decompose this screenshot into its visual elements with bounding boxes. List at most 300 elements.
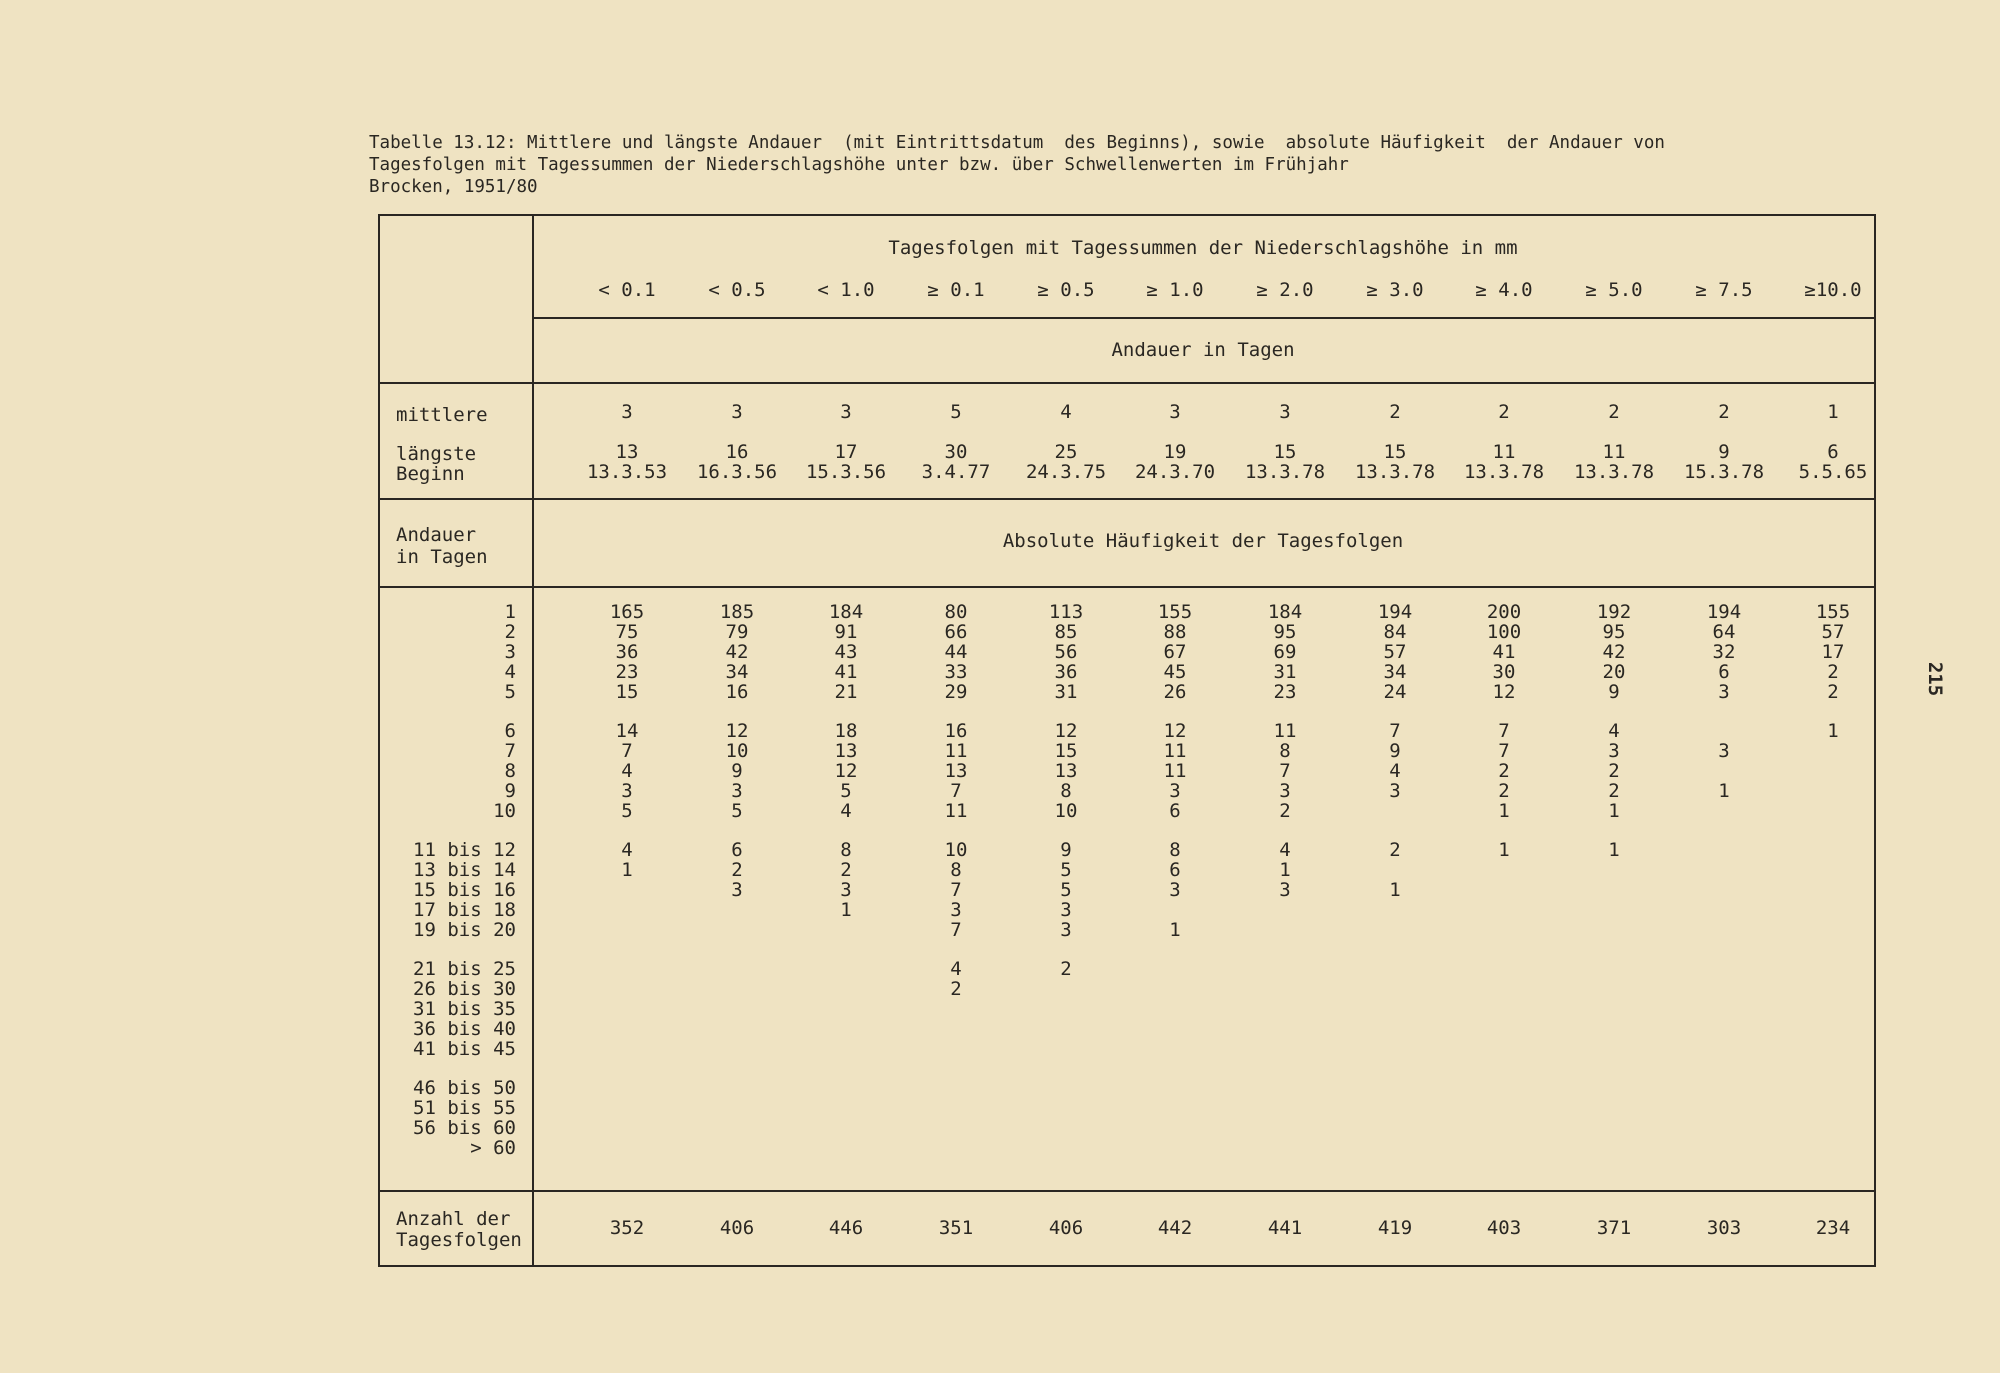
frequency-cell: 14 xyxy=(615,720,639,742)
frequency-cell: 41 xyxy=(834,661,858,683)
mittlere-value: 2 xyxy=(1608,401,1620,423)
row-labels xyxy=(380,602,516,1158)
laengste-value: 15 xyxy=(1383,441,1407,463)
frequency-cell xyxy=(1579,1138,1649,1158)
frequency-cell: 29 xyxy=(944,681,968,703)
frequency-cell: 2 xyxy=(840,859,852,881)
frequency-cell: 3 xyxy=(1718,740,1730,762)
frequency-cell xyxy=(921,1078,991,1098)
frequency-cell: 2 xyxy=(1060,958,1072,980)
rule-under-laengste xyxy=(380,498,1874,500)
frequency-cell: 2 xyxy=(1279,800,1291,822)
frequency-cell: 3 xyxy=(840,879,852,901)
frequency-cell xyxy=(1689,721,1759,741)
frequency-cell: 95 xyxy=(1602,621,1626,643)
frequency-cell: 24 xyxy=(1383,681,1407,703)
frequency-cell xyxy=(921,1019,991,1039)
frequency-cell xyxy=(592,1138,662,1158)
frequency-cell xyxy=(1798,1039,1868,1059)
row-label: 7 xyxy=(504,740,516,762)
frequency-cell: 57 xyxy=(1821,621,1845,643)
frequency-cell xyxy=(1689,801,1759,821)
row-label: 56 bis 60 xyxy=(413,1117,516,1139)
frequency-cell: 1 xyxy=(1279,859,1291,881)
frequency-cell xyxy=(1360,860,1430,880)
frequency-cell: 6 xyxy=(731,839,743,861)
frequency-cell xyxy=(592,1019,662,1039)
frequency-cell: 8 xyxy=(950,859,962,881)
frequency-cell xyxy=(592,979,662,999)
frequency-cell: 7 xyxy=(1389,720,1401,742)
beginn-value: 16.3.56 xyxy=(696,461,778,483)
frequency-cell: 12 xyxy=(725,720,749,742)
frequency-cell xyxy=(702,1118,772,1138)
caption-line-1: Tabelle 13.12: Mittlere und längste Andauer (mit Eintrittsdatum des Beginns), sowie absolute Häufigkeit der Andauer von xyxy=(369,133,1665,153)
stub-anzahl-2: Tagesfolgen xyxy=(396,1229,522,1251)
row-label: 41 bis 45 xyxy=(413,1038,516,1060)
frequency-cell xyxy=(1031,1039,1101,1059)
frequency-cell: 11 xyxy=(944,800,968,822)
frequency-cell xyxy=(1469,1078,1539,1098)
frequency-cell: 7 xyxy=(1498,720,1510,742)
frequency-cell xyxy=(1798,920,1868,940)
frequency-cell: 79 xyxy=(725,621,749,643)
frequency-cell xyxy=(1798,1098,1868,1118)
stub-anzahl-1: Anzahl der xyxy=(396,1208,511,1230)
frequency-cell xyxy=(1689,1098,1759,1118)
mittlere-value: 2 xyxy=(1718,401,1730,423)
frequency-cell: 1 xyxy=(840,899,852,921)
frequency-cell xyxy=(1140,999,1210,1019)
frequency-cell: 57 xyxy=(1383,641,1407,663)
frequency-cell xyxy=(921,1098,991,1118)
frequency-cell: 5 xyxy=(840,780,852,802)
frequency-cell xyxy=(811,979,881,999)
column-header: ≥ 2.0 xyxy=(1256,279,1314,301)
frequency-cell xyxy=(702,1019,772,1039)
anzahl-value: 234 xyxy=(1815,1217,1851,1239)
frequency-column xyxy=(1140,602,1210,1158)
frequency-cell: 2 xyxy=(1498,760,1510,782)
frequency-cell xyxy=(1469,920,1539,940)
frequency-cell xyxy=(1689,979,1759,999)
frequency-cell xyxy=(1250,979,1320,999)
frequency-cell xyxy=(1798,801,1868,821)
frequency-cell xyxy=(1689,880,1759,900)
frequency-cell: 18 xyxy=(834,720,858,742)
frequency-cell xyxy=(1798,761,1868,781)
anzahl-value: 406 xyxy=(1048,1217,1084,1239)
beginn-value: 15.3.78 xyxy=(1683,461,1765,483)
frequency-cell xyxy=(592,1039,662,1059)
row-label: 21 bis 25 xyxy=(413,958,516,980)
rule-above-anzahl xyxy=(380,1190,1874,1192)
frequency-cell: 2 xyxy=(950,978,962,1000)
frequency-cell xyxy=(1798,979,1868,999)
laengste-value: 11 xyxy=(1492,441,1516,463)
frequency-cell xyxy=(1689,1138,1759,1158)
anzahl-value: 441 xyxy=(1267,1217,1303,1239)
frequency-column xyxy=(811,602,881,1158)
frequency-cell: 13 xyxy=(834,740,858,762)
frequency-cell xyxy=(1469,1039,1539,1059)
frequency-cell xyxy=(592,920,662,940)
frequency-cell xyxy=(1250,900,1320,920)
row-label: 8 xyxy=(504,760,516,782)
frequency-cell xyxy=(1689,1118,1759,1138)
frequency-cell xyxy=(1469,880,1539,900)
frequency-cell: 66 xyxy=(944,621,968,643)
frequency-cell: 3 xyxy=(621,780,633,802)
row-label: 4 xyxy=(504,661,516,683)
frequency-cell xyxy=(1798,1078,1868,1098)
frequency-cell xyxy=(1689,761,1759,781)
frequency-cell: 3 xyxy=(1060,919,1072,941)
column-header: < 0.1 xyxy=(598,279,656,301)
frequency-cell xyxy=(1140,1118,1210,1138)
frequency-cell: 11 xyxy=(1273,720,1297,742)
frequency-cell xyxy=(1469,1098,1539,1118)
data-table xyxy=(378,214,1876,1267)
rule-under-haeufigkeit-header xyxy=(380,586,1874,588)
frequency-cell: 2 xyxy=(1827,661,1839,683)
column-header: ≥ 0.1 xyxy=(927,279,985,301)
row-label: 10 xyxy=(493,800,516,822)
mittlere-value: 5 xyxy=(950,401,962,423)
anzahl-value: 406 xyxy=(719,1217,755,1239)
frequency-cell xyxy=(1140,979,1210,999)
frequency-cell xyxy=(1689,1019,1759,1039)
frequency-cell xyxy=(702,900,772,920)
mittlere-value: 3 xyxy=(1279,401,1291,423)
frequency-column xyxy=(702,602,772,1158)
frequency-cell xyxy=(1140,959,1210,979)
frequency-cell xyxy=(1140,1138,1210,1158)
frequency-cell: 2 xyxy=(1389,839,1401,861)
frequency-cell: 5 xyxy=(731,800,743,822)
mittlere-value: 4 xyxy=(1060,401,1072,423)
frequency-cell: 8 xyxy=(1060,780,1072,802)
frequency-cell: 4 xyxy=(950,958,962,980)
frequency-cell xyxy=(1031,979,1101,999)
frequency-cell: 3 xyxy=(1718,681,1730,703)
column-header: < 1.0 xyxy=(817,279,875,301)
row-label: 5 xyxy=(504,681,516,703)
mittlere-value: 3 xyxy=(731,401,743,423)
frequency-cell xyxy=(1689,860,1759,880)
frequency-cell: 4 xyxy=(621,760,633,782)
frequency-cell xyxy=(1250,1138,1320,1158)
frequency-cell: 41 xyxy=(1492,641,1516,663)
frequency-cell xyxy=(1798,959,1868,979)
frequency-column xyxy=(592,602,662,1158)
frequency-cell xyxy=(1689,840,1759,860)
frequency-cell: 16 xyxy=(944,720,968,742)
frequency-cell: 2 xyxy=(1608,760,1620,782)
anzahl-value: 371 xyxy=(1596,1217,1632,1239)
group-title: Tagesfolgen mit Tagessummen der Niederschlagshöhe in mm xyxy=(888,237,1518,259)
frequency-cell xyxy=(1360,1138,1430,1158)
frequency-cell: 155 xyxy=(1157,601,1193,623)
laengste-value: 30 xyxy=(944,441,968,463)
row-label: 3 xyxy=(504,641,516,663)
frequency-cell xyxy=(1360,1078,1430,1098)
laengste-value: 15 xyxy=(1273,441,1297,463)
frequency-cell: 9 xyxy=(731,760,743,782)
frequency-cell xyxy=(1469,999,1539,1019)
laengste-value: 6 xyxy=(1827,441,1839,463)
frequency-cell xyxy=(702,1138,772,1158)
frequency-cell xyxy=(702,979,772,999)
laengste-value: 13 xyxy=(615,441,639,463)
frequency-cell: 56 xyxy=(1054,641,1078,663)
frequency-cell: 12 xyxy=(1163,720,1187,742)
frequency-cell xyxy=(1360,1039,1430,1059)
rule-under-columns xyxy=(532,317,1874,319)
frequency-cell: 184 xyxy=(1267,601,1303,623)
frequency-cell: 15 xyxy=(615,681,639,703)
frequency-cell: 6 xyxy=(1169,859,1181,881)
frequency-cell: 3 xyxy=(1060,899,1072,921)
frequency-cell: 5 xyxy=(1060,879,1072,901)
frequency-cell xyxy=(1140,900,1210,920)
frequency-cell: 12 xyxy=(1492,681,1516,703)
frequency-cell xyxy=(921,1138,991,1158)
frequency-cell xyxy=(811,1019,881,1039)
frequency-cell xyxy=(1031,1098,1101,1118)
mittlere-value: 1 xyxy=(1827,401,1839,423)
row-label: 19 bis 20 xyxy=(413,919,516,941)
frequency-cell: 1 xyxy=(1169,919,1181,941)
page-number: 215 xyxy=(1924,661,1947,697)
frequency-cell: 30 xyxy=(1492,661,1516,683)
frequency-cell: 3 xyxy=(1169,879,1181,901)
frequency-cell: 5 xyxy=(1060,859,1072,881)
beginn-value: 13.3.53 xyxy=(586,461,668,483)
frequency-cell xyxy=(1579,1118,1649,1138)
frequency-cell xyxy=(1689,1078,1759,1098)
row-label: 11 bis 12 xyxy=(413,839,516,861)
frequency-cell: 88 xyxy=(1163,621,1187,643)
frequency-column xyxy=(1360,602,1430,1158)
frequency-cell: 33 xyxy=(944,661,968,683)
frequency-cell: 10 xyxy=(1054,800,1078,822)
frequency-cell: 1 xyxy=(1608,839,1620,861)
frequency-cell: 100 xyxy=(1486,621,1522,643)
frequency-cell: 3 xyxy=(1389,780,1401,802)
mittlere-value: 2 xyxy=(1389,401,1401,423)
frequency-cell: 1 xyxy=(1389,879,1401,901)
column-header: ≥ 5.0 xyxy=(1585,279,1643,301)
frequency-cell: 13 xyxy=(944,760,968,782)
frequency-cell xyxy=(1798,741,1868,761)
frequency-cell: 80 xyxy=(944,601,968,623)
column-header: ≥10.0 xyxy=(1804,279,1862,301)
laengste-value: 11 xyxy=(1602,441,1626,463)
frequency-cell: 3 xyxy=(950,899,962,921)
row-label: 6 xyxy=(504,720,516,742)
mittlere-value: 3 xyxy=(621,401,633,423)
frequency-cell xyxy=(1360,1098,1430,1118)
frequency-cell xyxy=(1360,1118,1430,1138)
rule-under-andauer xyxy=(380,382,1874,384)
beginn-value: 13.3.78 xyxy=(1244,461,1326,483)
frequency-cell: 12 xyxy=(1054,720,1078,742)
frequency-cell: 11 xyxy=(944,740,968,762)
stub-andauer-1: Andauer xyxy=(396,524,477,546)
frequency-cell xyxy=(702,1078,772,1098)
mittlere-value: 2 xyxy=(1498,401,1510,423)
frequency-cell: 3 xyxy=(1279,780,1291,802)
frequency-cell: 11 xyxy=(1163,760,1187,782)
frequency-column xyxy=(1031,602,1101,1158)
frequency-cell xyxy=(811,920,881,940)
frequency-cell xyxy=(811,1078,881,1098)
frequency-cell: 36 xyxy=(1054,661,1078,683)
row-label: 36 bis 40 xyxy=(413,1018,516,1040)
frequency-cell: 31 xyxy=(1054,681,1078,703)
frequency-cell: 194 xyxy=(1706,601,1742,623)
frequency-column xyxy=(1798,602,1868,1158)
frequency-cell xyxy=(1798,999,1868,1019)
frequency-cell: 8 xyxy=(840,839,852,861)
frequency-cell: 1 xyxy=(1718,780,1730,802)
frequency-cell: 44 xyxy=(944,641,968,663)
frequency-cell xyxy=(1689,959,1759,979)
frequency-cell xyxy=(592,900,662,920)
frequency-cell: 67 xyxy=(1163,641,1187,663)
frequency-cell: 4 xyxy=(1389,760,1401,782)
frequency-cell xyxy=(1469,979,1539,999)
frequency-cell xyxy=(1360,959,1430,979)
frequency-cell: 155 xyxy=(1815,601,1851,623)
frequency-cell xyxy=(1689,920,1759,940)
frequency-cell: 10 xyxy=(725,740,749,762)
frequency-cell: 9 xyxy=(1060,839,1072,861)
frequency-column xyxy=(1579,602,1649,1158)
frequency-cell xyxy=(1579,1039,1649,1059)
column-header: < 0.5 xyxy=(708,279,766,301)
stub-laengste: längste xyxy=(396,443,477,465)
column-header: ≥ 3.0 xyxy=(1366,279,1424,301)
frequency-cell xyxy=(702,920,772,940)
frequency-cell xyxy=(1689,999,1759,1019)
frequency-cell xyxy=(1250,1039,1320,1059)
frequency-cell xyxy=(1469,1019,1539,1039)
frequency-cell: 5 xyxy=(621,800,633,822)
frequency-cell: 2 xyxy=(1498,780,1510,802)
frequency-cell: 32 xyxy=(1712,641,1736,663)
frequency-cell xyxy=(1579,959,1649,979)
frequency-cell xyxy=(702,1039,772,1059)
anzahl-value: 419 xyxy=(1377,1217,1413,1239)
frequency-cell xyxy=(811,959,881,979)
frequency-cell: 11 xyxy=(1163,740,1187,762)
frequency-cell: 12 xyxy=(834,760,858,782)
frequency-cell: 9 xyxy=(1389,740,1401,762)
beginn-value: 13.3.78 xyxy=(1573,461,1655,483)
frequency-cell: 64 xyxy=(1712,621,1736,643)
frequency-cell: 13 xyxy=(1054,760,1078,782)
frequency-cell: 1 xyxy=(1827,720,1839,742)
frequency-cell xyxy=(1360,801,1430,821)
frequency-cell xyxy=(1798,840,1868,860)
frequency-cell: 184 xyxy=(828,601,864,623)
frequency-cell xyxy=(1250,1019,1320,1039)
frequency-column xyxy=(921,602,991,1158)
frequency-cell xyxy=(1360,999,1430,1019)
frequency-cell xyxy=(921,1118,991,1138)
frequency-cell xyxy=(1031,1078,1101,1098)
frequency-cell xyxy=(1469,860,1539,880)
frequency-cell xyxy=(1579,1078,1649,1098)
frequency-cell: 7 xyxy=(1498,740,1510,762)
frequency-cell xyxy=(1469,1118,1539,1138)
frequency-cell xyxy=(1798,880,1868,900)
caption-line-2: Tagesfolgen mit Tagessummen der Niederschlagshöhe unter bzw. über Schwellenwerten im Frühjahr xyxy=(369,155,1349,175)
frequency-cell: 34 xyxy=(1383,661,1407,683)
frequency-cell: 1 xyxy=(1608,800,1620,822)
frequency-cell xyxy=(592,1098,662,1118)
frequency-cell: 200 xyxy=(1486,601,1522,623)
mittlere-value: 3 xyxy=(1169,401,1181,423)
row-label: 17 bis 18 xyxy=(413,899,516,921)
frequency-cell: 7 xyxy=(950,780,962,802)
frequency-cell: 7 xyxy=(1279,760,1291,782)
frequency-column xyxy=(1250,602,1320,1158)
frequency-cell: 3 xyxy=(731,879,743,901)
frequency-cell: 34 xyxy=(725,661,749,683)
frequency-cell: 31 xyxy=(1273,661,1297,683)
frequency-cell xyxy=(811,1039,881,1059)
frequency-cell xyxy=(1250,920,1320,940)
frequency-cell: 7 xyxy=(950,879,962,901)
frequency-cell: 3 xyxy=(1169,780,1181,802)
frequency-cell: 4 xyxy=(1608,720,1620,742)
frequency-cell: 4 xyxy=(1279,839,1291,861)
frequency-cell xyxy=(1140,1078,1210,1098)
row-label: 31 bis 35 xyxy=(413,998,516,1020)
frequency-cell: 42 xyxy=(725,641,749,663)
frequency-cell: 16 xyxy=(725,681,749,703)
column-header: ≥ 7.5 xyxy=(1695,279,1753,301)
frequency-cell xyxy=(1250,999,1320,1019)
frequency-cell: 10 xyxy=(944,839,968,861)
laengste-value: 9 xyxy=(1718,441,1730,463)
row-label: 15 bis 16 xyxy=(413,879,516,901)
frequency-cell: 6 xyxy=(1718,661,1730,683)
frequency-cell: 75 xyxy=(615,621,639,643)
frequency-cell: 3 xyxy=(1608,740,1620,762)
frequency-cell: 2 xyxy=(731,859,743,881)
frequency-cell xyxy=(1579,860,1649,880)
row-label: 51 bis 55 xyxy=(413,1097,516,1119)
anzahl-value: 351 xyxy=(938,1217,974,1239)
frequency-cell: 9 xyxy=(1608,681,1620,703)
stub-divider xyxy=(532,216,534,1265)
frequency-cell xyxy=(1798,1118,1868,1138)
frequency-cell: 36 xyxy=(615,641,639,663)
frequency-cell: 42 xyxy=(1602,641,1626,663)
frequency-cell xyxy=(1250,1078,1320,1098)
frequency-cell xyxy=(1579,920,1649,940)
frequency-cell xyxy=(592,999,662,1019)
frequency-cell xyxy=(592,880,662,900)
frequency-cell xyxy=(592,1118,662,1138)
frequency-cell xyxy=(1579,900,1649,920)
frequency-cell: 17 xyxy=(1821,641,1845,663)
row-label: 13 bis 14 xyxy=(413,859,516,881)
